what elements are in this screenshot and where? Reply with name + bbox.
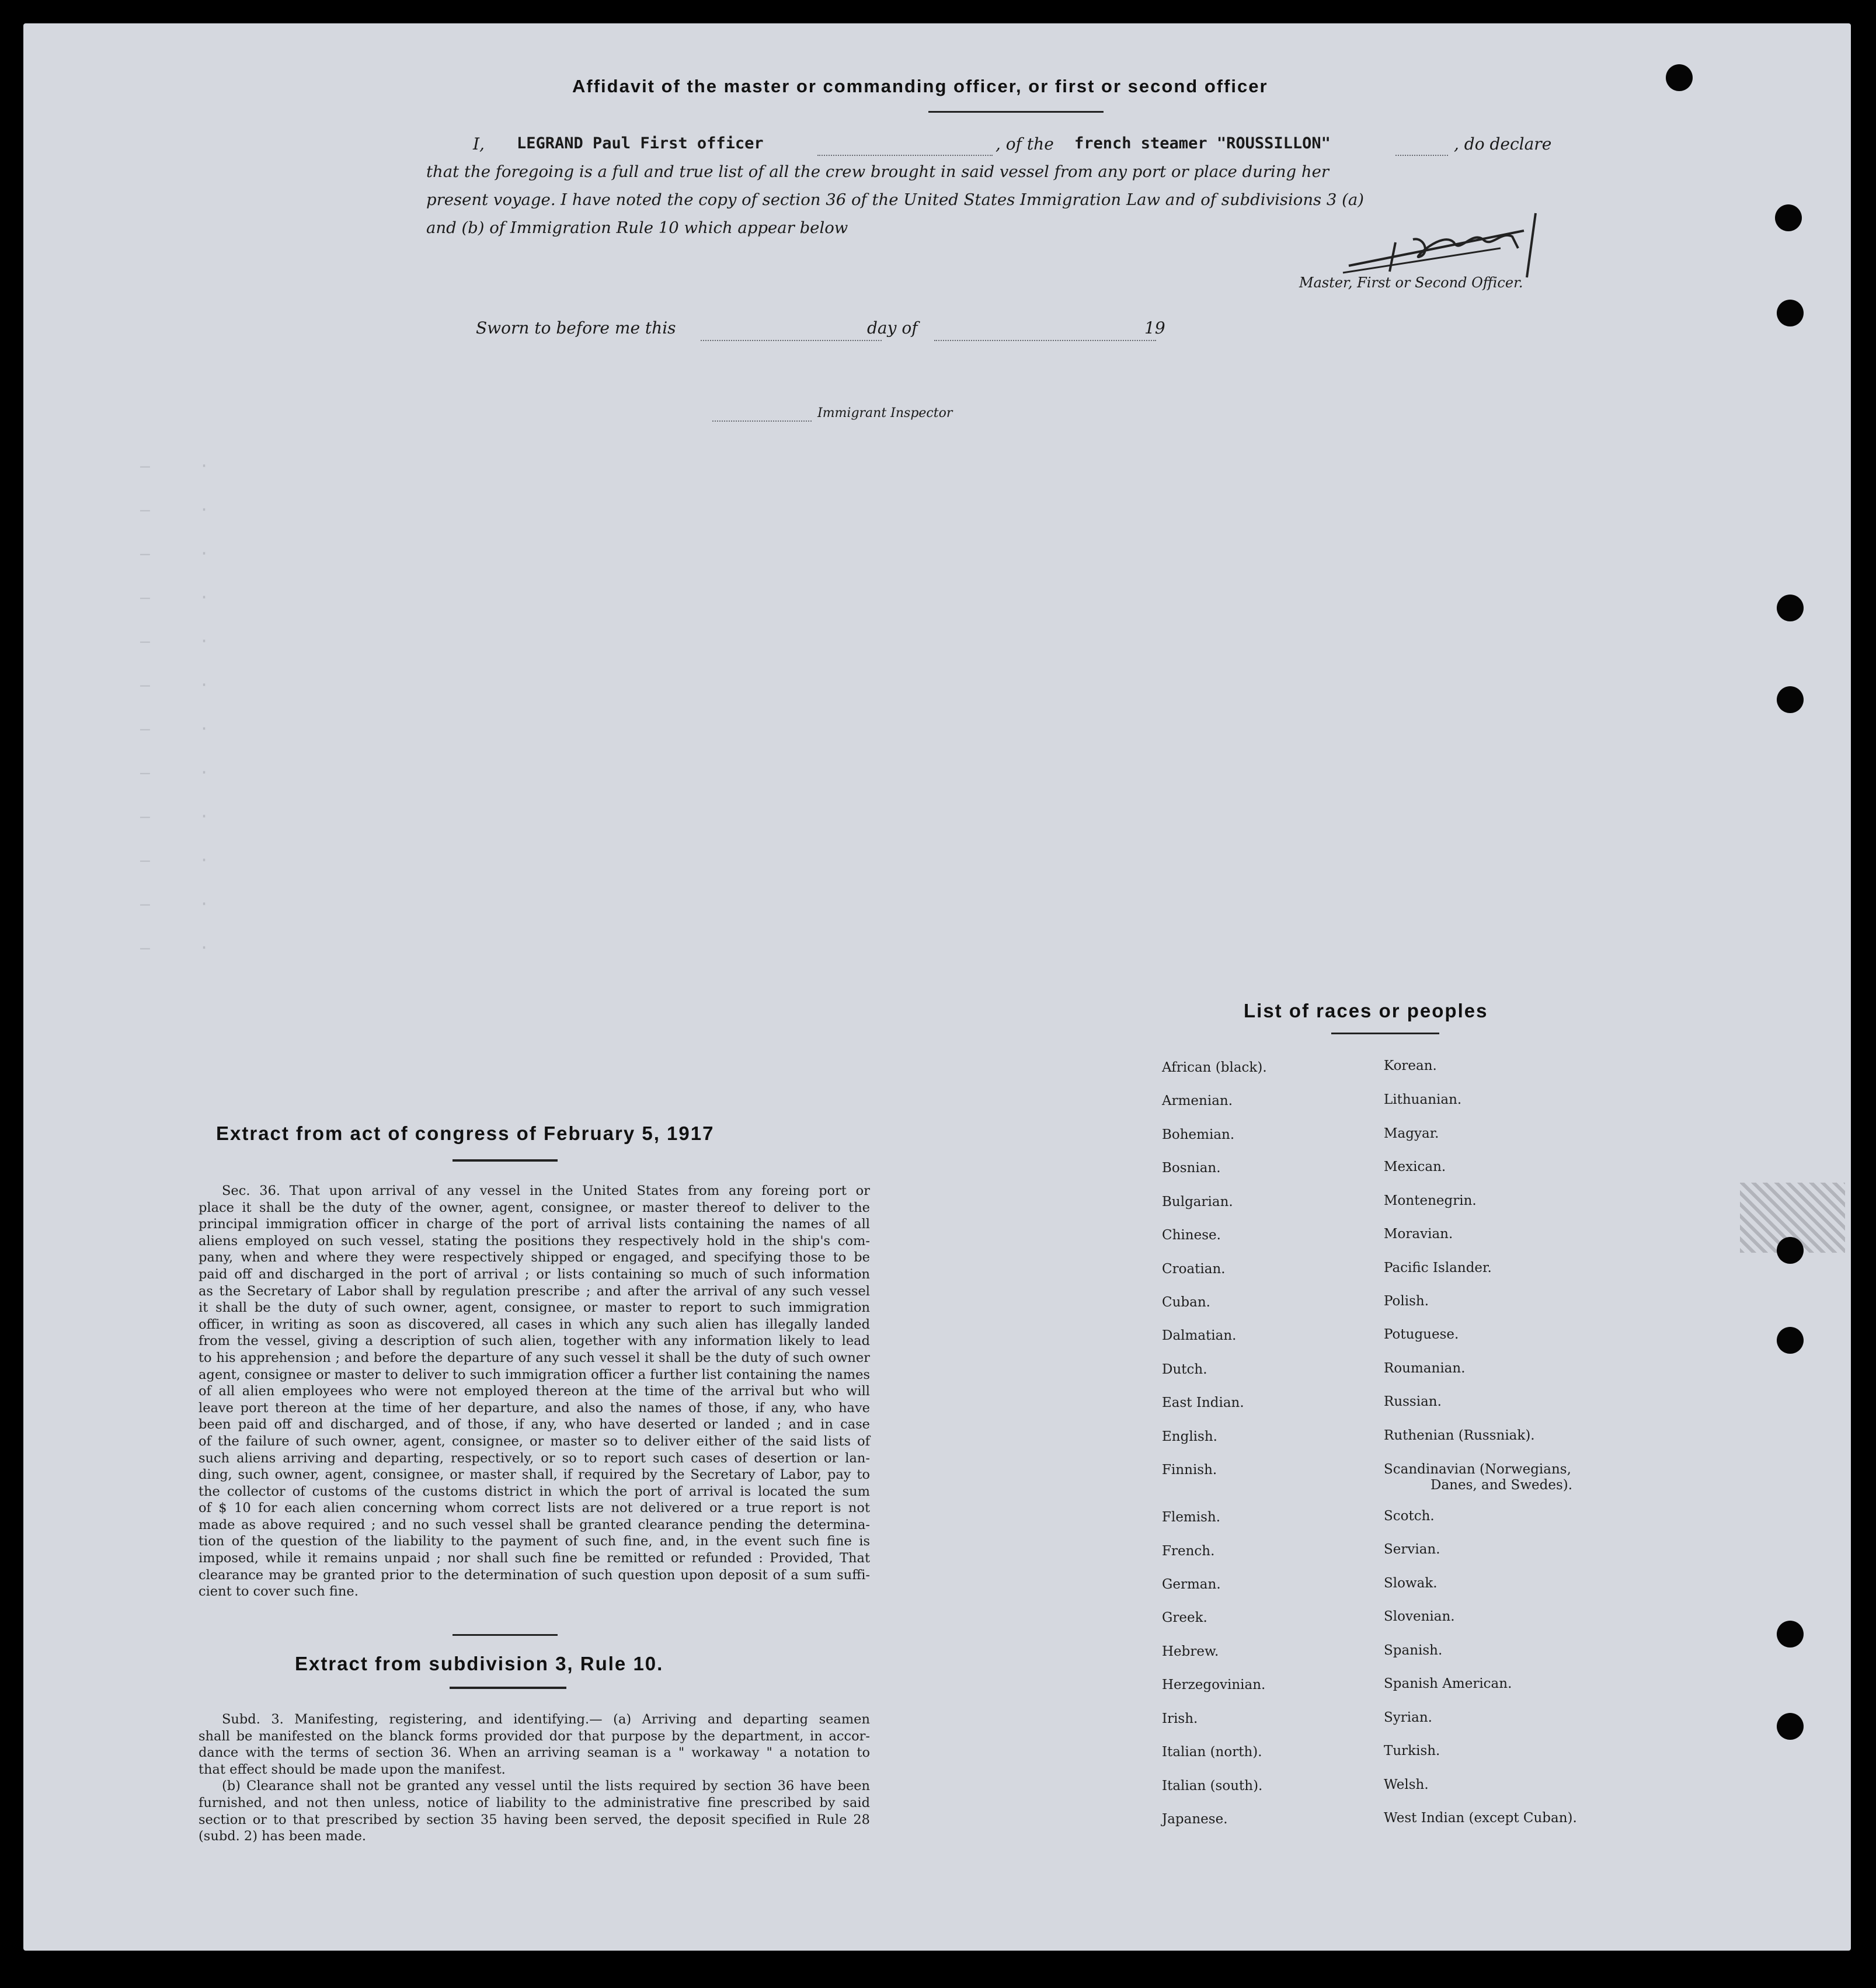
race-item: Irish.	[1162, 1711, 1198, 1726]
act-line: pany, when and where they were respectively shipped or engaged, and specifying those to be	[199, 1250, 870, 1266]
bleed-through-marks: — · — · — · — · — · — · — · — · — · — · — · — ·	[140, 456, 210, 957]
act-line: been paid off and discharged, and of those, if any, who have deserted or landed ; and in case	[199, 1417, 870, 1433]
rule-line: (b) Clearance shall not be granted any vessel until the lists required by section 36 have been	[222, 1778, 870, 1794]
act-line: made as above required ; and no such vessel shall be granted clearance pending the determina-	[199, 1517, 870, 1532]
officer-signature	[1325, 207, 1571, 283]
act-line: paid off and discharged in the port of arrival ; or lists containing so much of such information	[199, 1266, 870, 1282]
punch-hole	[1777, 595, 1804, 621]
act-line: Sec. 36. That upon arrival of any vessel in the United States from any foreing port or	[222, 1183, 870, 1198]
race-item: Dutch.	[1162, 1362, 1207, 1377]
title-rule	[928, 111, 1104, 113]
act-line: place it shall be the duty of the owner, agent, consignee, or master thereof to deliver to the	[199, 1200, 870, 1215]
section-divider	[453, 1634, 558, 1636]
race-item: German.	[1162, 1577, 1221, 1592]
punch-hole	[1777, 300, 1804, 326]
rule-line: that effect should be made upon the manifest.	[199, 1761, 506, 1777]
races-title-rule	[1331, 1033, 1439, 1034]
declaration-line-2: that the foregoing is a full and true list of all the crew brought in said vessel from any port or place during her	[426, 162, 1329, 181]
affidavit-title: Affidavit of the master or commanding officer, or first or second officer	[572, 76, 1268, 96]
officer-name: LEGRAND Paul First officer	[517, 134, 764, 152]
inspector-caption: Immigrant Inspector	[817, 406, 953, 420]
act-line: to his apprehension ; and before the departure of any such vessel it shall be the duty of such owner	[199, 1350, 870, 1365]
of-the-label: , of the	[996, 134, 1054, 154]
act-line: tion of the question of the liability to the payment of such fine, and, in the event such fine is	[199, 1534, 870, 1549]
signature-drawing	[1325, 207, 1571, 283]
race-item: African (black).	[1162, 1060, 1267, 1075]
vessel-blank	[1395, 155, 1448, 156]
races-title: List of races or peoples	[1244, 1000, 1488, 1021]
race-item: Hebrew.	[1162, 1644, 1219, 1659]
race-item: Montenegrin.	[1384, 1193, 1477, 1208]
do-declare-label: , do declare	[1454, 134, 1552, 154]
act-line: cient to cover such fine.	[199, 1584, 359, 1600]
race-item: Herzegovinian.	[1162, 1677, 1266, 1692]
race-item: Magyar.	[1384, 1126, 1439, 1141]
inspector-blank	[712, 420, 812, 422]
act-line: agent, consignee or master to deliver to such immigration officer a further list containing the names	[199, 1367, 870, 1382]
sworn-month-blank	[934, 340, 1156, 341]
race-item: Polish.	[1384, 1294, 1429, 1309]
act-line: it shall be the duty of such owner, agent, consignee, or master to report to such immigration	[199, 1300, 870, 1316]
race-item: Flemish.	[1162, 1510, 1221, 1525]
race-item: Italian (south).	[1162, 1778, 1263, 1794]
vessel-name: french steamer "ROUSSILLON"	[1074, 134, 1331, 152]
race-item: Syrian.	[1384, 1710, 1432, 1725]
race-item: English.	[1162, 1429, 1217, 1444]
race-item: Ruthenian (Russniak).	[1384, 1428, 1535, 1443]
rule-title-rule	[450, 1687, 566, 1689]
race-item: Bulgarian.	[1162, 1194, 1233, 1210]
rule-extract-body	[199, 1711, 870, 1845]
act-line: principal immigration officer in charge of the port of arrival lists containing the names of all	[199, 1217, 870, 1232]
race-item: Scandinavian (Norwegians,	[1384, 1462, 1571, 1477]
declaration-line-4: and (b) of Immigration Rule 10 which appear below	[426, 218, 848, 237]
race-item: Cuban.	[1162, 1295, 1210, 1310]
race-item: Finnish.	[1162, 1462, 1217, 1478]
sworn-prefix: Sworn to before me this	[476, 318, 676, 338]
act-line: imposed, while it remains unpaid ; nor shall such fine be remitted or refunded : Provided, That	[199, 1551, 870, 1566]
race-item: Danes, and Swedes).	[1431, 1478, 1573, 1493]
race-item: Russian.	[1384, 1394, 1442, 1409]
race-item: French.	[1162, 1544, 1215, 1559]
act-line: leave port thereon at the time of her departure, and also the names of those, if any, who have	[199, 1400, 870, 1416]
rule-line: dance with the terms of section 36. When an arriving seaman is a " workaway " a notation to	[199, 1745, 870, 1761]
race-item: Slowak.	[1384, 1576, 1438, 1591]
act-line: of $ 10 for each alien concerning whom correct lists are not delivered or a true report is not	[199, 1500, 870, 1516]
act-line: as the Secretary of Labor shall by regulation prescribe ; and after the arrival of any such vessel	[199, 1283, 870, 1299]
rule-line: furnished, and not then unless, notice of liability to the administrative fine prescribed by said	[199, 1795, 870, 1810]
sworn-year-label: 19	[1144, 318, 1165, 338]
punch-hole	[1777, 1621, 1804, 1648]
race-item: Bohemian.	[1162, 1127, 1235, 1142]
act-extract-body	[199, 1183, 870, 1600]
rule-line: shall be manifested on the blanck forms provided dor that purpose by the department, in accor-	[199, 1728, 870, 1744]
declaration-line-3: present voyage. I have noted the copy of section 36 of the United States Immigration Law and of subdivisions 3 (a)	[426, 190, 1364, 209]
race-item: Italian (north).	[1162, 1744, 1262, 1760]
rule-line: section or to that prescribed by section 35 having been served, the deposit specified in Rule 28	[199, 1812, 870, 1827]
act-title-rule	[453, 1159, 558, 1162]
race-item: East Indian.	[1162, 1395, 1244, 1410]
sworn-date-blank	[701, 340, 882, 341]
race-item: Dalmatian.	[1162, 1328, 1237, 1343]
declaration-pronoun: I,	[473, 134, 485, 154]
rule-line: Subd. 3. Manifesting, registering, and identifying.— (a) Arriving and departing seamen	[222, 1712, 870, 1727]
race-item: Turkish.	[1384, 1743, 1440, 1758]
act-line: from the vessel, giving a description of such alien, together with any information likely to lead	[199, 1333, 870, 1349]
race-item: Japanese.	[1162, 1812, 1228, 1827]
race-item: Chinese.	[1162, 1228, 1221, 1243]
race-item: Spanish.	[1384, 1643, 1443, 1658]
punch-hole	[1777, 1237, 1804, 1264]
rule-extract-title: Extract from subdivision 3, Rule 10.	[295, 1653, 664, 1674]
declaration-line-1	[473, 134, 485, 154]
act-line: of all alien employees who were not employed thereon at the time of the arrival but who will	[199, 1384, 870, 1399]
race-item: West Indian (except Cuban).	[1384, 1810, 1577, 1826]
act-line: officer, in writing as soon as discovered, all cases in which any such alien has illegally landed	[199, 1316, 870, 1332]
punch-hole	[1775, 204, 1802, 231]
race-item: Bosnian.	[1162, 1160, 1221, 1176]
manifest-page	[23, 23, 1851, 1951]
act-line: the collector of customs of the customs district in which the port of arrival is located the sum	[199, 1483, 870, 1499]
race-item: Croatian.	[1162, 1261, 1226, 1277]
race-item: Armenian.	[1162, 1093, 1233, 1108]
act-line: such aliens arriving and departing, respectively, or so to report such cases of desertion or lan-	[199, 1450, 870, 1466]
act-line: aliens employed on such vessel, stating the positions they respectively hold in the ship's com-	[199, 1233, 870, 1249]
race-item: Scotch.	[1384, 1509, 1435, 1524]
punch-hole	[1777, 1327, 1804, 1354]
act-line: clearance may be granted prior to the determination of such question upon deposit of a sum suffi-	[199, 1567, 870, 1583]
race-item: Roumanian.	[1384, 1361, 1466, 1376]
race-item: Moravian.	[1384, 1226, 1453, 1242]
race-item: Spanish American.	[1384, 1676, 1512, 1691]
punch-hole	[1666, 64, 1693, 91]
sworn-day-label: day of	[867, 318, 918, 338]
race-item: Potuguese.	[1384, 1327, 1459, 1342]
race-item: Servian.	[1384, 1542, 1440, 1557]
race-item: Greek.	[1162, 1610, 1207, 1625]
race-item: Korean.	[1384, 1058, 1437, 1073]
punch-hole	[1777, 686, 1804, 713]
signature-caption: Master, First or Second Officer.	[1299, 274, 1523, 291]
race-item: Pacific Islander.	[1384, 1260, 1492, 1275]
race-item: Lithuanian.	[1384, 1092, 1462, 1107]
punch-hole	[1777, 1713, 1804, 1740]
race-item: Slovenian.	[1384, 1609, 1455, 1624]
officer-name-blank	[817, 155, 993, 156]
act-line: ding, such owner, agent, consignee, or master shall, if required by the Secretary of Labor, pay to	[199, 1467, 870, 1483]
race-item: Mexican.	[1384, 1159, 1446, 1174]
race-item: Welsh.	[1384, 1777, 1429, 1792]
act-line: of the failure of such owner, agent, consignee, or master so to deliver either of the said lists of	[199, 1433, 870, 1449]
act-extract-title: Extract from act of congress of February 5, 1917	[216, 1122, 715, 1144]
rule-line: (subd. 2) has been made.	[199, 1829, 367, 1844]
